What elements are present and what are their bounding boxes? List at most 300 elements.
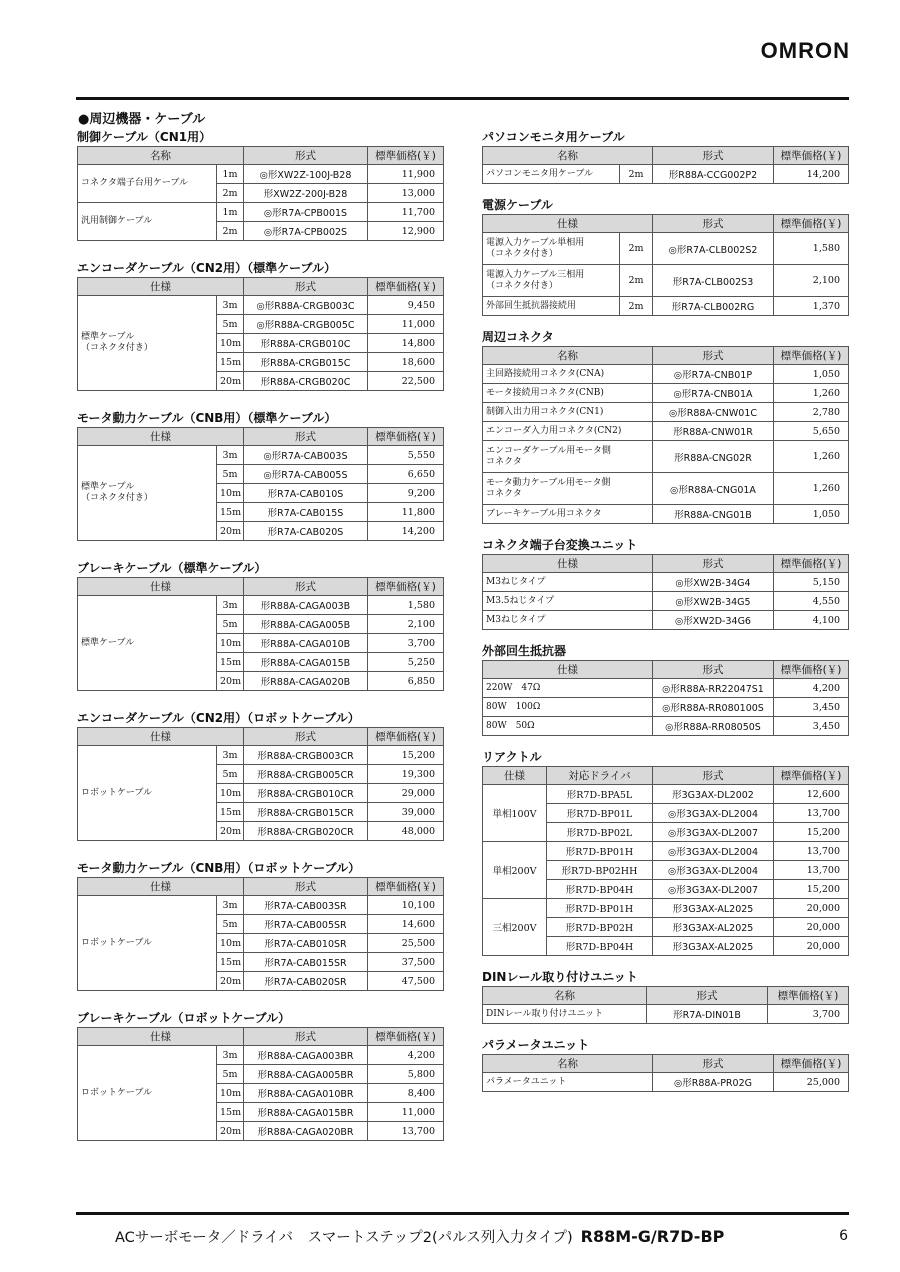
price-cell: 13,000 <box>368 184 444 203</box>
table-row <box>483 717 849 736</box>
model-cell: ◎形3G3AX-DL2007 <box>653 823 774 842</box>
column-header: 仕様 <box>78 878 244 896</box>
price-cell: 20,000 <box>774 899 849 918</box>
length-cell: 15m <box>217 353 244 372</box>
table-row <box>483 842 849 861</box>
row-label: ブレーキケーブル用コネクタ <box>483 505 653 524</box>
model-cell: 形R88A-CRGB010CR <box>244 784 368 803</box>
column-header: 標準価格(￥) <box>368 428 444 446</box>
row-label: 単相200V <box>483 842 547 899</box>
length-cell: 10m <box>217 634 244 653</box>
model-cell: ◎形3G3AX-DL2004 <box>653 804 774 823</box>
length-cell: 10m <box>217 334 244 353</box>
column-header: 形式 <box>244 428 368 446</box>
model-cell: 形R88A-CRGB003CR <box>244 746 368 765</box>
length-cell: 5m <box>217 615 244 634</box>
price-cell: 6,650 <box>368 465 444 484</box>
table-header-row <box>483 661 849 679</box>
length-cell: 10m <box>217 784 244 803</box>
length-cell: 5m <box>217 315 244 334</box>
model-cell: 形XW2Z-200J-B28 <box>244 184 368 203</box>
footer <box>115 1226 724 1247</box>
length-cell: 2m <box>217 222 244 241</box>
footer-model: R88M-G/R7D-BP <box>580 1227 725 1246</box>
column-header: 形式 <box>647 987 768 1005</box>
price-cell: 9,450 <box>368 296 444 315</box>
price-cell: 1,260 <box>774 473 849 505</box>
table-row <box>78 165 444 184</box>
price-cell: 11,800 <box>368 503 444 522</box>
column-header: 標準価格(￥) <box>368 278 444 296</box>
price-cell: 25,500 <box>368 934 444 953</box>
model-cell: ◎形3G3AX-DL2007 <box>653 880 774 899</box>
cable-block <box>77 859 443 991</box>
length-cell: 3m <box>217 596 244 615</box>
row-label: ロボットケーブル <box>78 896 217 991</box>
column-header: 標準価格(￥) <box>768 987 849 1005</box>
price-cell: 14,600 <box>368 915 444 934</box>
row-label: 三相200V <box>483 899 547 956</box>
row-label: コネクタ端子台用ケーブル <box>78 165 217 203</box>
price-table <box>77 1027 444 1141</box>
length-cell: 20m <box>217 1122 244 1141</box>
model-cell: ◎形R7A-CLB002S2 <box>653 233 774 265</box>
column-header: 標準価格(￥) <box>368 578 444 596</box>
length-cell: 10m <box>217 934 244 953</box>
column-header: 仕様 <box>78 278 244 296</box>
cable-block <box>77 709 443 841</box>
price-cell: 15,200 <box>368 746 444 765</box>
model-cell: 形3G3AX-AL2025 <box>653 899 774 918</box>
price-cell: 19,300 <box>368 765 444 784</box>
length-cell: 20m <box>217 372 244 391</box>
row-label: 標準ケーブル （コネクタ付き） <box>78 296 217 391</box>
driver-cell: 形R7D-BP01L <box>547 804 653 823</box>
cable-block <box>77 259 443 391</box>
table-row <box>483 785 849 804</box>
model-cell: 形R7A-CAB020S <box>244 522 368 541</box>
row-label: 主回路接続用コネクタ(CNA) <box>483 365 653 384</box>
table-row <box>483 403 849 422</box>
model-cell: 形R88A-CAGA020B <box>244 672 368 691</box>
model-cell: 形R7A-CAB003SR <box>244 896 368 915</box>
model-cell: 形R7A-CLB002RG <box>653 297 774 316</box>
price-cell: 11,000 <box>368 315 444 334</box>
price-cell: 48,000 <box>368 822 444 841</box>
bottom-rule <box>76 1212 849 1215</box>
column-header: 形式 <box>244 578 368 596</box>
model-cell: 形R88A-CRGB005CR <box>244 765 368 784</box>
model-cell: ◎形R7A-CPB001S <box>244 203 368 222</box>
table-row <box>483 592 849 611</box>
model-cell: ◎形3G3AX-DL2004 <box>653 842 774 861</box>
driver-cell: 形R7D-BP02H <box>547 918 653 937</box>
column-header: 形式 <box>244 728 368 746</box>
model-cell: ◎形R88A-CNG01A <box>653 473 774 505</box>
table-row <box>483 165 849 184</box>
row-label: 汎用制御ケーブル <box>78 203 217 241</box>
length-cell: 2m <box>620 265 653 297</box>
model-cell: ◎形R88A-RR080100S <box>653 698 774 717</box>
model-cell: ◎形R7A-CNB01P <box>653 365 774 384</box>
price-table <box>482 986 849 1024</box>
model-cell: ◎形R88A-PR02G <box>653 1073 774 1092</box>
table-header-row <box>483 555 849 573</box>
table-row <box>78 746 444 765</box>
column-header: 形式 <box>244 278 368 296</box>
price-table <box>77 146 444 241</box>
price-table <box>77 427 444 541</box>
price-table <box>482 554 849 630</box>
model-cell: 形R88A-CAGA010B <box>244 634 368 653</box>
price-cell: 20,000 <box>774 937 849 956</box>
price-cell: 3,700 <box>368 634 444 653</box>
price-cell: 2,780 <box>774 403 849 422</box>
model-cell: ◎形3G3AX-DL2004 <box>653 861 774 880</box>
table-title: コネクタ端子台変換ユニット <box>482 538 638 552</box>
column-header: 仕様 <box>483 661 653 679</box>
length-cell: 15m <box>217 503 244 522</box>
length-cell: 20m <box>217 822 244 841</box>
column-header: 形式 <box>653 767 774 785</box>
table-row <box>483 573 849 592</box>
column-header: 形式 <box>653 347 774 365</box>
column-header: 標準価格(￥) <box>368 1028 444 1046</box>
column-header: 形式 <box>653 215 774 233</box>
table-title: 電源ケーブル <box>482 198 553 212</box>
price-cell: 1,260 <box>774 441 849 473</box>
price-cell: 1,260 <box>774 384 849 403</box>
table-row <box>483 384 849 403</box>
price-cell: 2,100 <box>368 615 444 634</box>
price-cell: 3,450 <box>774 717 849 736</box>
table-title: 制御ケーブル（CN1用） <box>77 130 212 144</box>
cable-block <box>77 1009 443 1141</box>
table-title: エンコーダケーブル（CN2用）（ロボットケーブル） <box>77 711 360 725</box>
price-cell: 15,200 <box>774 823 849 842</box>
table-header-row <box>78 428 444 446</box>
price-cell: 5,250 <box>368 653 444 672</box>
model-cell: 形R88A-CRGB010C <box>244 334 368 353</box>
table-header-row <box>78 728 444 746</box>
price-table <box>482 346 849 524</box>
driver-cell: 形R7D-BP01H <box>547 899 653 918</box>
column-header: 形式 <box>653 1055 774 1073</box>
model-cell: ◎形XW2B-34G5 <box>653 592 774 611</box>
table-title: 周辺コネクタ <box>482 330 554 344</box>
column-header: 対応ドライバ <box>547 767 653 785</box>
driver-cell: 形R7D-BP02HH <box>547 861 653 880</box>
column-header: 標準価格(￥) <box>368 728 444 746</box>
omron-logo: OMRON <box>760 38 850 63</box>
left-column <box>77 128 443 1141</box>
table-title: リアクトル <box>482 750 542 764</box>
table-row <box>78 596 444 615</box>
price-cell: 4,200 <box>774 679 849 698</box>
model-cell: ◎形XW2D-34G6 <box>653 611 774 630</box>
reactor-block <box>482 748 848 956</box>
table-header-row <box>483 147 849 165</box>
length-cell: 1m <box>217 203 244 222</box>
row-label: ロボットケーブル <box>78 1046 217 1141</box>
table-header-row <box>483 1055 849 1073</box>
length-cell: 20m <box>217 522 244 541</box>
table-row <box>483 1005 849 1024</box>
row-label: エンコーダケーブル用モータ側 コネクタ <box>483 441 653 473</box>
row-label: ロボットケーブル <box>78 746 217 841</box>
table-row <box>483 297 849 316</box>
row-label: DINレール取り付けユニット <box>483 1005 647 1024</box>
length-cell: 15m <box>217 803 244 822</box>
price-cell: 8,400 <box>368 1084 444 1103</box>
model-cell: 形R88A-CRGB015CR <box>244 803 368 822</box>
price-cell: 6,850 <box>368 672 444 691</box>
model-cell: 形R88A-CRGB020C <box>244 372 368 391</box>
price-cell: 1,370 <box>774 297 849 316</box>
row-label: 電源入力ケーブル単相用 （コネクタ付き） <box>483 233 620 265</box>
price-cell: 13,700 <box>368 1122 444 1141</box>
length-cell: 3m <box>217 296 244 315</box>
price-cell: 1,580 <box>774 233 849 265</box>
column-header: 標準価格(￥) <box>774 555 849 573</box>
table-row <box>483 679 849 698</box>
length-cell: 3m <box>217 746 244 765</box>
price-cell: 20,000 <box>774 918 849 937</box>
table-title: DINレール取り付けユニット <box>482 970 638 984</box>
length-cell: 5m <box>217 915 244 934</box>
price-cell: 1,050 <box>774 365 849 384</box>
row-label: 80W 50Ω <box>483 717 653 736</box>
row-label: 標準ケーブル （コネクタ付き） <box>78 446 217 541</box>
price-cell: 11,900 <box>368 165 444 184</box>
length-cell: 3m <box>217 896 244 915</box>
price-table <box>482 1054 849 1092</box>
model-cell: 形R7A-CAB015S <box>244 503 368 522</box>
price-cell: 12,600 <box>774 785 849 804</box>
length-cell: 15m <box>217 653 244 672</box>
footer-title: ACサーボモータ／ドライバ スマートステップ2(パルス列入力タイプ) <box>115 1230 573 1246</box>
length-cell: 3m <box>217 446 244 465</box>
model-cell: ◎形R7A-CNB01A <box>653 384 774 403</box>
row-label: パラメータユニット <box>483 1073 653 1092</box>
length-cell: 2m <box>620 165 653 184</box>
row-label: 外部回生抵抗器接続用 <box>483 297 620 316</box>
price-cell: 12,900 <box>368 222 444 241</box>
price-cell: 37,500 <box>368 953 444 972</box>
row-label: モータ動力ケーブル用モータ側 コネクタ <box>483 473 653 505</box>
price-cell: 13,700 <box>774 804 849 823</box>
table-title: モータ動力ケーブル（CNB用）（ロボットケーブル） <box>77 861 361 875</box>
din-block <box>482 968 848 1024</box>
price-cell: 5,800 <box>368 1065 444 1084</box>
top-rule <box>76 97 849 100</box>
length-cell: 10m <box>217 484 244 503</box>
model-cell: ◎形R88A-RR08050S <box>653 717 774 736</box>
column-header: 標準価格(￥) <box>774 661 849 679</box>
price-cell: 11,000 <box>368 1103 444 1122</box>
table-row <box>483 1073 849 1092</box>
section-title: ●周辺機器・ケーブル <box>78 112 206 127</box>
model-cell: 形R88A-CCG002P2 <box>653 165 774 184</box>
connectors-block <box>482 328 848 524</box>
price-table <box>482 660 849 736</box>
price-cell: 18,600 <box>368 353 444 372</box>
length-cell: 5m <box>217 1065 244 1084</box>
price-table <box>482 146 849 184</box>
price-cell: 13,700 <box>774 861 849 880</box>
price-cell: 9,200 <box>368 484 444 503</box>
column-header: 仕様 <box>483 767 547 785</box>
model-cell: 形R88A-CAGA005B <box>244 615 368 634</box>
model-cell: 形R88A-CAGA005BR <box>244 1065 368 1084</box>
price-table <box>77 277 444 391</box>
table-row <box>483 698 849 717</box>
table-header-row <box>483 767 849 785</box>
price-cell: 47,500 <box>368 972 444 991</box>
table-title: パソコンモニタ用ケーブル <box>482 130 625 144</box>
price-cell: 4,550 <box>774 592 849 611</box>
driver-cell: 形R7D-BPA5L <box>547 785 653 804</box>
price-cell: 29,000 <box>368 784 444 803</box>
table-title: ブレーキケーブル（ロボットケーブル） <box>77 1011 291 1025</box>
row-label: M3.5ねじタイプ <box>483 592 653 611</box>
model-cell: 形R88A-CAGA015BR <box>244 1103 368 1122</box>
driver-cell: 形R7D-BP04H <box>547 880 653 899</box>
price-cell: 5,150 <box>774 573 849 592</box>
model-cell: ◎形R7A-CPB002S <box>244 222 368 241</box>
table-row <box>78 203 444 222</box>
column-header: 名称 <box>483 1055 653 1073</box>
column-header: 標準価格(￥) <box>774 347 849 365</box>
terminal-block <box>482 536 848 630</box>
table-header-row <box>483 215 849 233</box>
price-cell: 10,100 <box>368 896 444 915</box>
column-header: 名称 <box>483 147 653 165</box>
price-cell: 4,100 <box>774 611 849 630</box>
price-cell: 14,200 <box>368 522 444 541</box>
model-cell: 形R88A-CNW01R <box>653 422 774 441</box>
model-cell: 形R88A-CNG02R <box>653 441 774 473</box>
column-header: 標準価格(￥) <box>774 215 849 233</box>
table-row <box>483 441 849 473</box>
column-header: 仕様 <box>483 215 653 233</box>
table-row <box>483 473 849 505</box>
model-cell: ◎形R7A-CAB005S <box>244 465 368 484</box>
table-row <box>78 446 444 465</box>
model-cell: 形R88A-CRGB020CR <box>244 822 368 841</box>
price-cell: 14,200 <box>774 165 849 184</box>
column-header: 標準価格(￥) <box>368 147 444 165</box>
row-label: M3ねじタイプ <box>483 573 653 592</box>
model-cell: 形R88A-CNG01B <box>653 505 774 524</box>
model-cell: ◎形XW2Z-100J-B28 <box>244 165 368 184</box>
table-row <box>78 296 444 315</box>
length-cell: 15m <box>217 1103 244 1122</box>
table-row <box>483 233 849 265</box>
model-cell: 形R7A-CAB010SR <box>244 934 368 953</box>
row-label: エンコーダ入力用コネクタ(CN2) <box>483 422 653 441</box>
column-header: 形式 <box>244 878 368 896</box>
table-header-row <box>78 147 444 165</box>
table-header-row <box>78 578 444 596</box>
price-cell: 22,500 <box>368 372 444 391</box>
table-row <box>483 422 849 441</box>
column-header: 形式 <box>653 147 774 165</box>
model-cell: 形R7A-CAB020SR <box>244 972 368 991</box>
param-block <box>482 1036 848 1092</box>
model-cell: 形R88A-CRGB015C <box>244 353 368 372</box>
model-cell: 形R88A-CAGA020BR <box>244 1122 368 1141</box>
column-header: 名称 <box>78 147 244 165</box>
table-title: パラメータユニット <box>482 1038 590 1052</box>
model-cell: 形R7A-DIN01B <box>647 1005 768 1024</box>
price-table <box>77 727 444 841</box>
model-cell: 形3G3AX-AL2025 <box>653 918 774 937</box>
price-cell: 3,700 <box>768 1005 849 1024</box>
column-header: 標準価格(￥) <box>774 147 849 165</box>
price-cell: 1,050 <box>774 505 849 524</box>
price-table <box>482 214 849 316</box>
length-cell: 1m <box>217 165 244 184</box>
price-cell: 2,100 <box>774 265 849 297</box>
price-table <box>77 877 444 991</box>
column-header: 形式 <box>244 1028 368 1046</box>
row-label: 電源入力ケーブル三相用 （コネクタ付き） <box>483 265 620 297</box>
column-header: 形式 <box>653 555 774 573</box>
model-cell: ◎形R88A-CRGB003C <box>244 296 368 315</box>
length-cell: 2m <box>217 184 244 203</box>
length-cell: 10m <box>217 1084 244 1103</box>
model-cell: 形R88A-CAGA015B <box>244 653 368 672</box>
row-label: モータ接続用コネクタ(CNB) <box>483 384 653 403</box>
table-row <box>483 505 849 524</box>
table-title: エンコーダケーブル（CN2用）（標準ケーブル） <box>77 261 337 275</box>
row-label: 制御入出力用コネクタ(CN1) <box>483 403 653 422</box>
length-cell: 20m <box>217 672 244 691</box>
cable-block <box>77 409 443 541</box>
price-cell: 39,000 <box>368 803 444 822</box>
length-cell: 20m <box>217 972 244 991</box>
column-header: 名称 <box>483 347 653 365</box>
price-cell: 5,650 <box>774 422 849 441</box>
column-header: 形式 <box>244 147 368 165</box>
column-header: 仕様 <box>78 578 244 596</box>
table-row <box>483 899 849 918</box>
model-cell: 形R7A-CLB002S3 <box>653 265 774 297</box>
price-cell: 1,580 <box>368 596 444 615</box>
price-cell: 5,550 <box>368 446 444 465</box>
column-header: 仕様 <box>78 728 244 746</box>
table-title: ブレーキケーブル（標準ケーブル） <box>77 561 267 575</box>
row-label: 220W 47Ω <box>483 679 653 698</box>
right-column <box>482 128 848 1092</box>
cable-block <box>77 559 443 691</box>
length-cell: 2m <box>620 233 653 265</box>
price-cell: 25,000 <box>774 1073 849 1092</box>
length-cell: 15m <box>217 953 244 972</box>
model-cell: 形3G3AX-DL2002 <box>653 785 774 804</box>
power_cable-block <box>482 196 848 316</box>
model-cell: 形R88A-CAGA003B <box>244 596 368 615</box>
length-cell: 2m <box>620 297 653 316</box>
table-row <box>483 265 849 297</box>
row-label: M3ねじタイプ <box>483 611 653 630</box>
resistor-block <box>482 642 848 736</box>
column-header: 仕様 <box>78 428 244 446</box>
page-number: 6 <box>839 1228 848 1244</box>
price-cell: 11,700 <box>368 203 444 222</box>
model-cell: 形R7A-CAB015SR <box>244 953 368 972</box>
